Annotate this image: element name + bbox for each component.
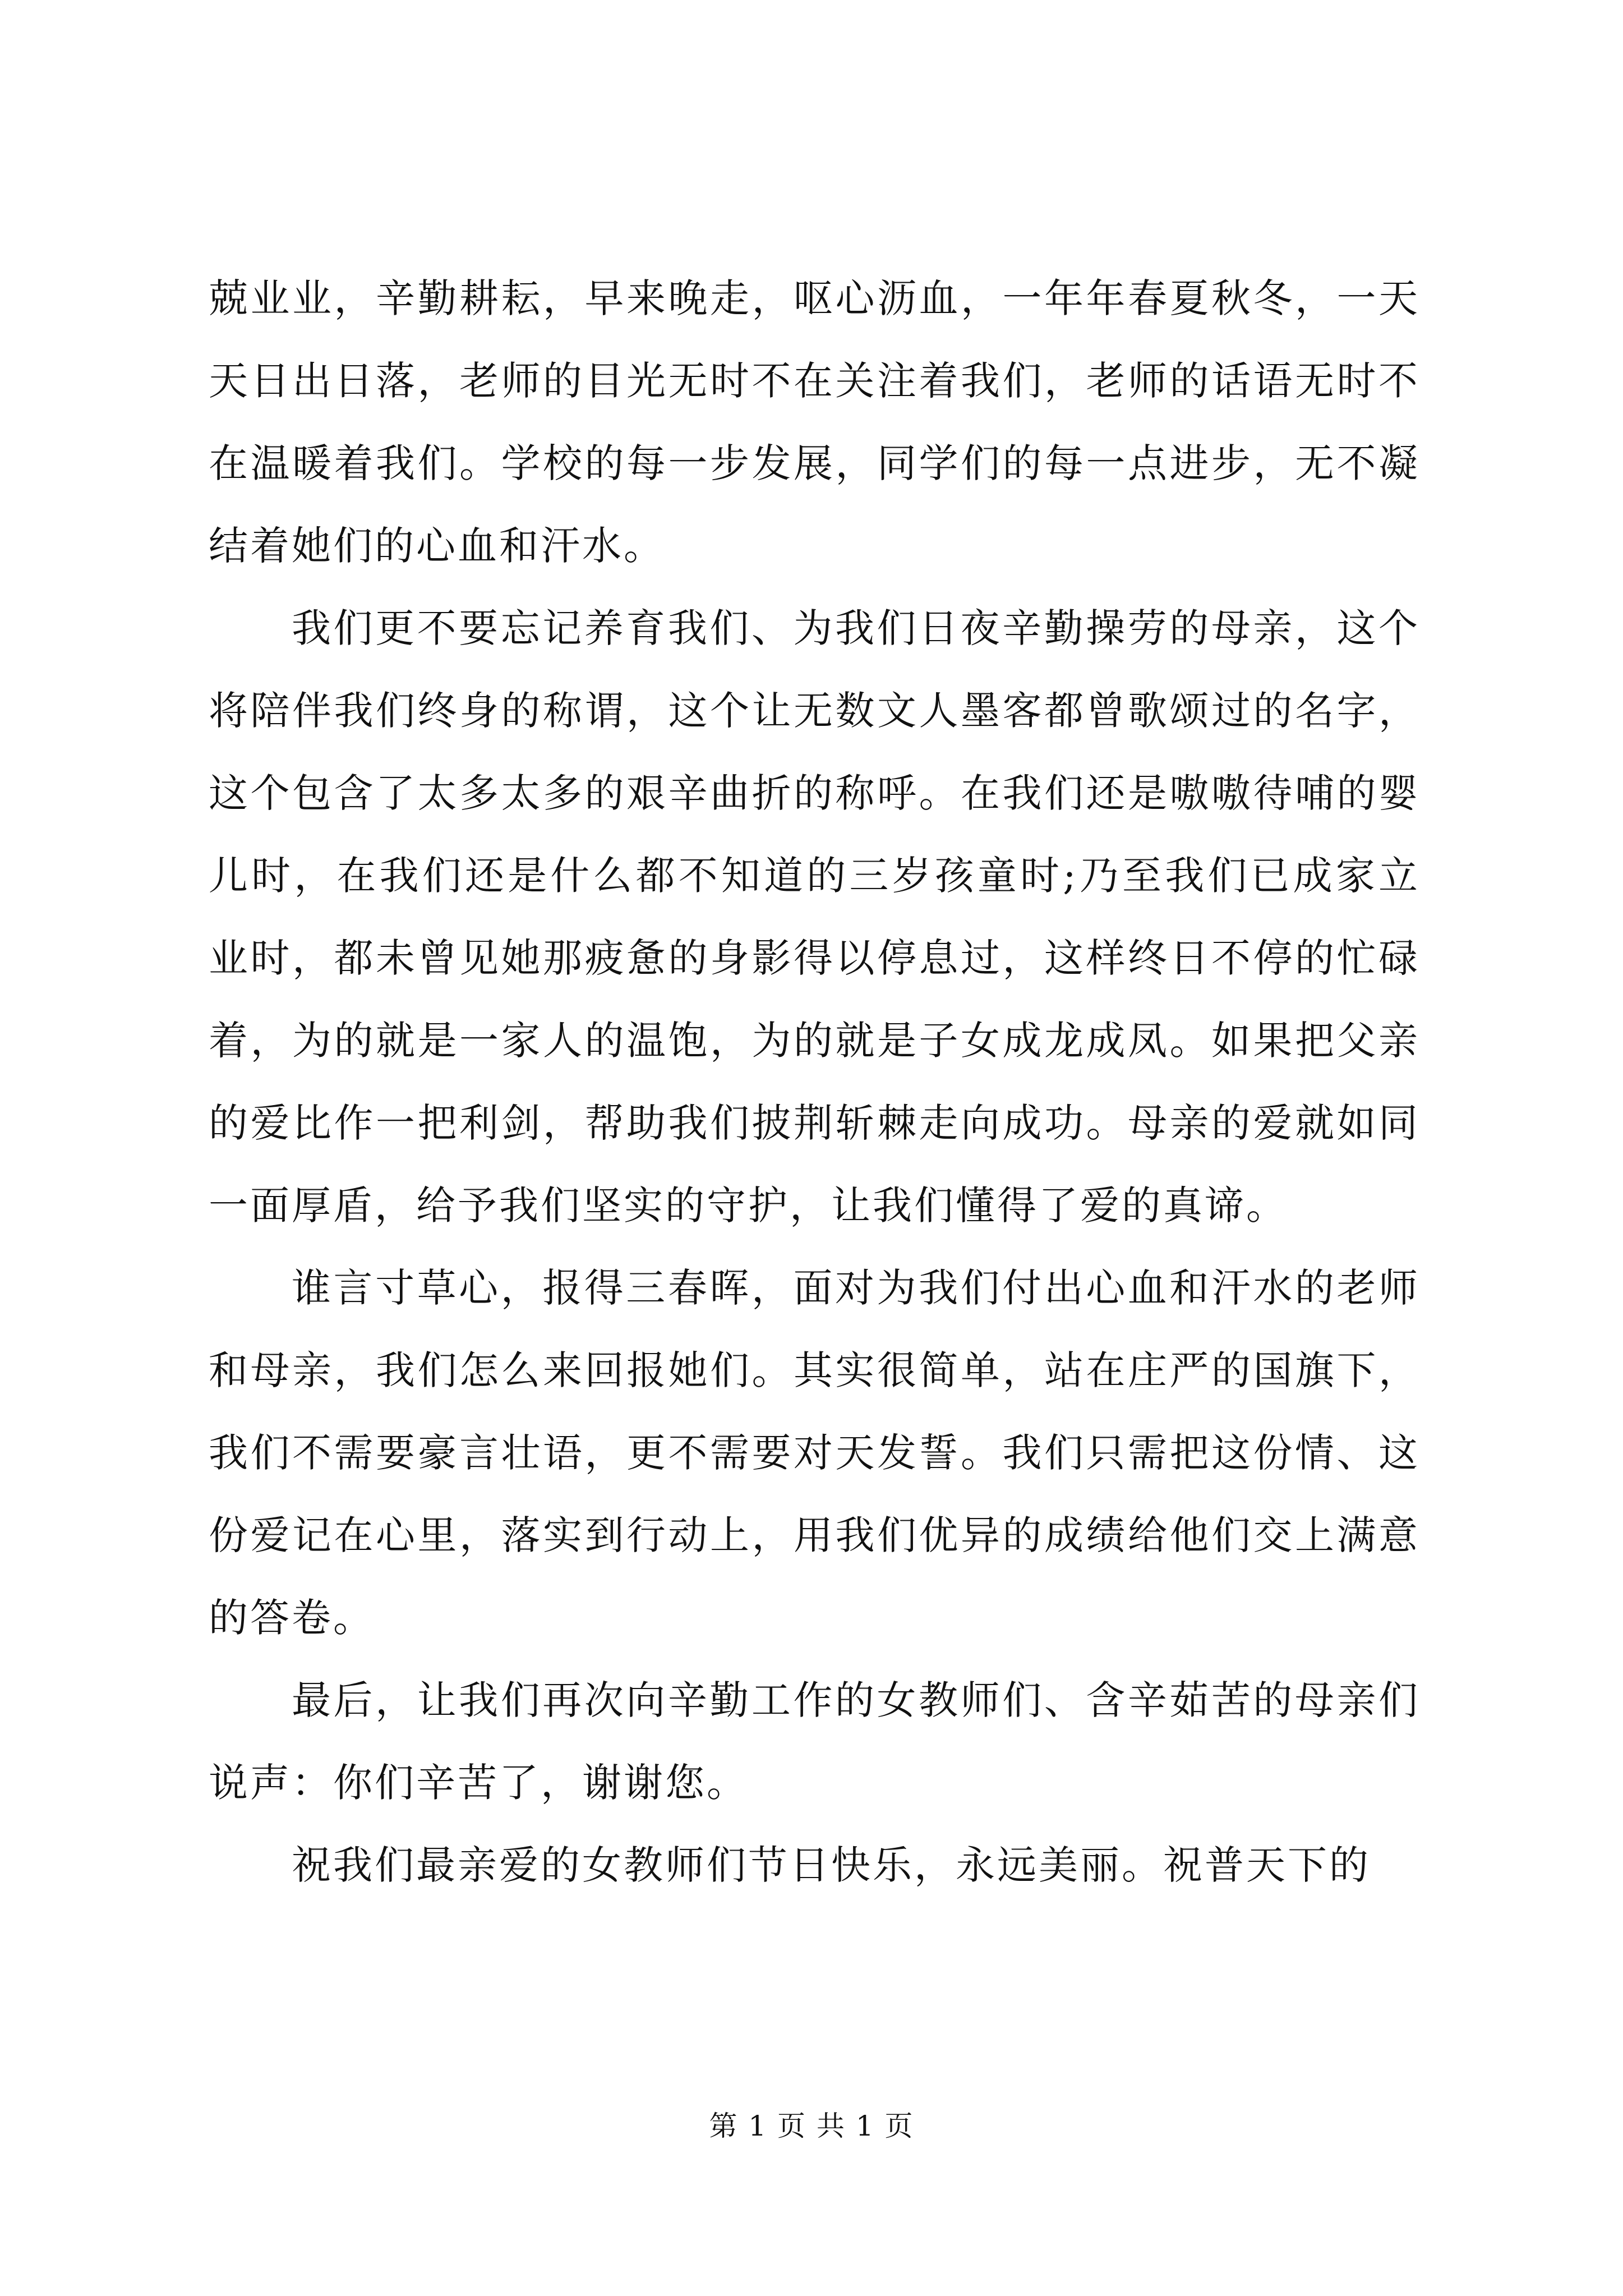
paragraph-mother: 我们更不要忘记养育我们、为我们日夜辛勤操劳的母亲，这个将陪伴我们终身的称谓，这个让无数文人墨客都曾歌颂过的名字，这个包含了太多太多的艰辛曲折的称呼。在我们还是嗷嗷待哺的婴儿时，在我们还是什么都不知道的三岁孩童时;乃至我们已成家立业时，都未曾见她那疲惫的身影得以停息过，这样终日不停的忙碌着，为的就是一家人的温饱，为的就是子女成龙成凤。如果把父亲的爱比作一把利剑，帮助我们披荆斩棘走向成功。母亲的爱就如同一面厚盾，给予我们坚实的守护，让我们懂得了爱的真谛。	[209, 605, 1420, 1228]
document-body	[209, 257, 1420, 1907]
paragraph-thanks: 最后，让我们再次向辛勤工作的女教师们、含辛茹苦的母亲们说声：你们辛苦了，谢谢您。	[209, 1677, 1420, 1806]
paragraph-repay: 谁言寸草心，报得三春晖，面对为我们付出心血和汗水的老师和母亲，我们怎么来回报她们。其实很简单，站在庄严的国旗下，我们不需要豪言壮语，更不需要对天发誓。我们只需把这份情、这份爱记在心里，落实到行动上，用我们优异的成绩给他们交上满意的答卷。	[209, 1265, 1420, 1641]
paragraph-wishes: 祝我们最亲爱的女教师们节日快乐，永远美丽。祝普天下的	[292, 1842, 1371, 1888]
page-footer: 第 1 页 共 1 页	[709, 2110, 914, 2142]
paragraph-continuation: 兢业业，辛勤耕耘，早来晚走，呕心沥血，一年年春夏秋冬，一天天日出日落，老师的目光无时不在关注着我们，老师的话语无时不在温暖着我们。学校的每一步发展，同学们的每一点进步，无不凝结着她们的心血和汗水。	[209, 275, 1420, 569]
